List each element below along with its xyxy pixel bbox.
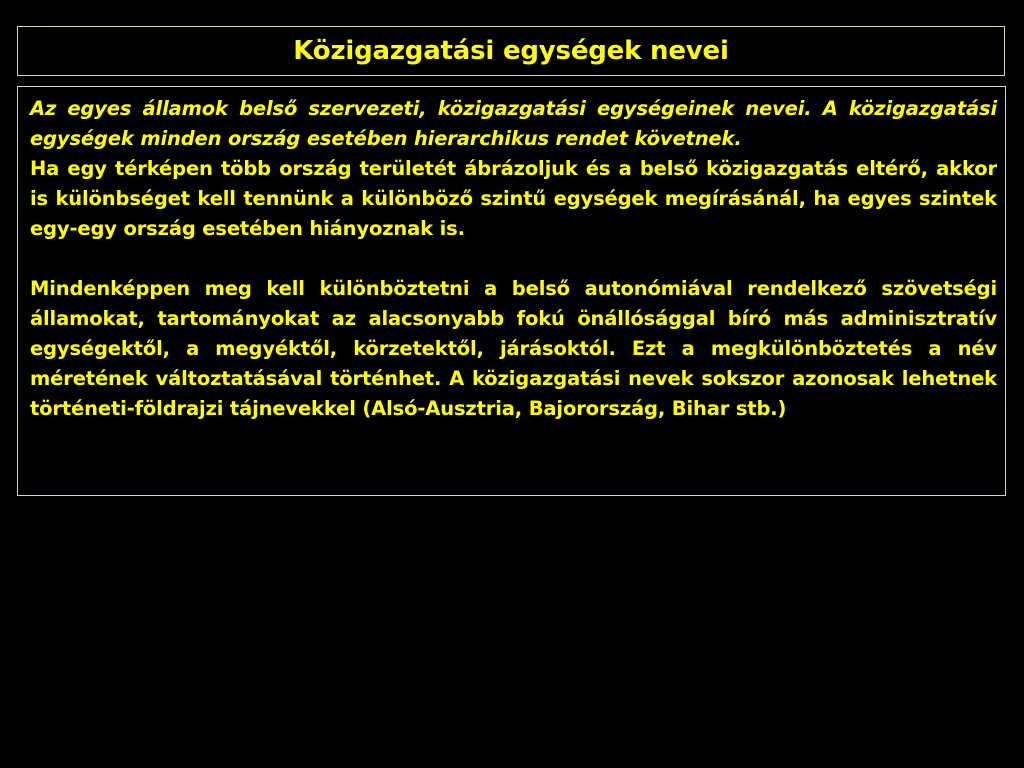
title-box (17, 26, 1005, 76)
autonomy-paragraph: Mindenképpen meg kell különböztetni a belső autonómiával rendelkező szövetségi államokat, tartományokat az alacsonyabb fokú önállósággal bíró más adminisztratív egységektől, a megyéktől, körzetektől, járásoktól. Ezt a megkülönböztetés a név méretének változtatásával történhet. A közigazgatási nevek sokszor azonosak lehetnek történeti-földrajzi tájnevekkel (Alsó-Ausztria, Bajorország, Bihar stb.) (30, 277, 997, 420)
definition-paragraph: Az egyes államok belső szervezeti, közigazgatási egységeinek nevei. A közigazgatási egységek minden ország esetében hierarchikus rendet követnek. (30, 97, 997, 150)
content-box (17, 86, 1006, 496)
slide-title: Közigazgatási egységek nevei (293, 36, 729, 66)
levels-paragraph: Ha egy térképen több ország területét ábrázoljuk és a belső közigazgatás eltérő, akkor is különbséget kell tennünk a különböző szintű egységek megírásánál, ha egyes szintek egy-egy ország esetében hiányoznak is. (30, 157, 997, 240)
